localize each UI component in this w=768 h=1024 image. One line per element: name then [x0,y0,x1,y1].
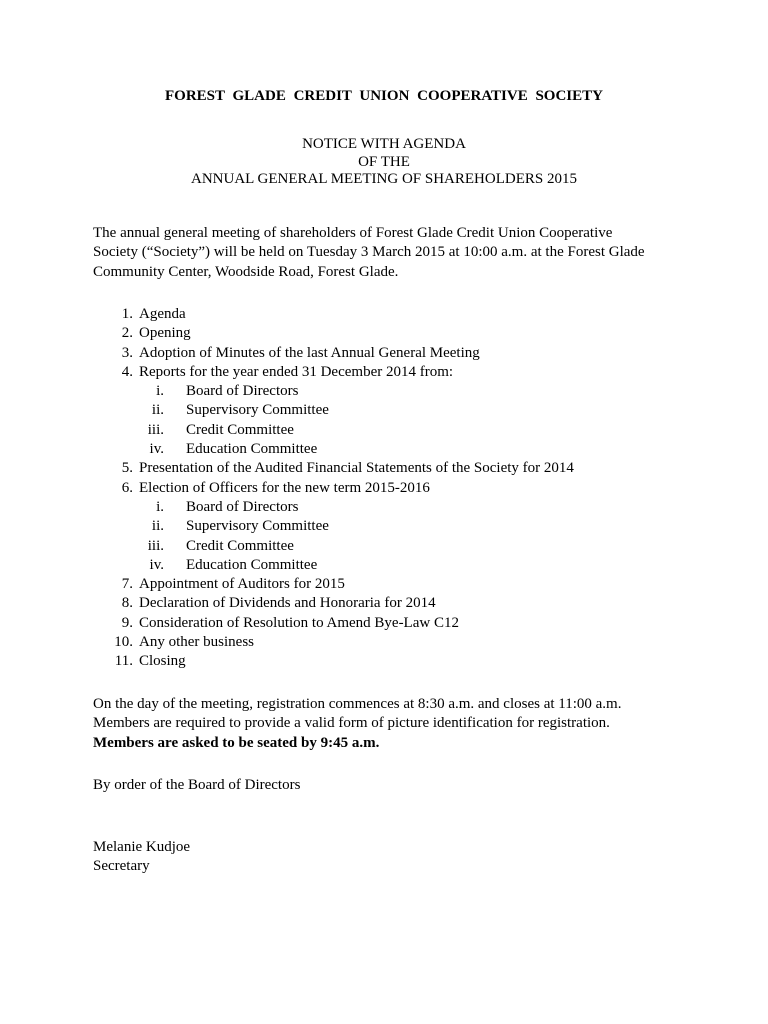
seated-notice: Members are asked to be seated by 9:45 a.m. [93,734,380,751]
agenda-item-label: Consideration of Resolution to Amend Bye-Law C12 [139,614,459,631]
agenda-item [93,363,693,382]
agenda-item-label: Adoption of Minutes of the last Annual General Meeting [139,344,480,361]
signatory-title: Secretary [93,858,150,875]
registration-line: On the day of the meeting, registration commences at 8:30 a.m. and closes at 11:00 a.m. [93,696,622,712]
agenda-item-label: Education Committee [186,556,318,573]
agenda-item-number: 9. [121,614,133,631]
agenda-item-number: iv. [149,556,164,573]
agenda-item-number: 3. [121,344,133,361]
agenda-subitem [93,517,693,536]
agenda-item [93,344,693,363]
agenda-item-number: 11. [114,653,133,670]
intro-line: Community Center, Woodside Road, Forest Glade. [93,263,399,280]
notice-heading [0,135,768,188]
registration-paragraph [93,695,693,753]
agenda-item [93,614,693,633]
agenda-item-label: Credit Committee [186,537,294,554]
agenda-item [93,305,693,324]
intro-paragraph [93,224,683,282]
agenda-item-label: Closing [139,653,186,670]
agenda-item-label: Board of Directors [186,498,299,515]
order-line: By order of the Board of Directors [93,777,301,793]
agenda-subitem [93,440,693,459]
agenda-item-number: 4. [121,363,133,380]
signature-block [93,838,190,877]
agenda-item-number: ii. [151,518,164,535]
agenda-item-number: 8. [121,595,133,612]
agenda-item-number: iv. [149,441,164,458]
agenda-item [93,575,693,594]
agenda-item-number: 5. [121,460,133,477]
intro-line: The annual general meeting of shareholders of Forest Glade Credit Union Cooperative [93,225,613,241]
agenda-subitem [93,537,693,556]
agenda-item-label: Agenda [139,306,186,322]
agenda-item-number: i. [156,383,164,400]
agenda-subitem [93,556,693,575]
agenda-item-label: Credit Committee [186,421,294,438]
agenda-subitem [93,382,693,401]
agenda-item [93,633,693,652]
signatory-name: Melanie Kudjoe [93,839,191,855]
agenda-item-label: Reports for the year ended 31 December 2014 from: [139,363,454,380]
agenda-item-label: Presentation of the Audited Financial Statements of the Society for 2014 [139,460,574,477]
agenda-item-number: iii. [147,421,164,438]
notice-line: ANNUAL GENERAL MEETING OF SHAREHOLDERS 2015 [191,171,577,187]
agenda-item-number: ii. [151,402,164,419]
agenda-item-number: 7. [121,576,133,593]
agenda-item-number: iii. [147,537,164,554]
agenda-item-label: Declaration of Dividends and Honoraria for 2014 [139,595,436,612]
agenda-item-label: Appointment of Auditors for 2015 [139,576,345,593]
agenda-item-label: Election of Officers for the new term 2015-2016 [139,479,430,496]
organization-title: FOREST GLADE CREDIT UNION COOPERATIVE SOCIETY [164,88,603,104]
agenda-item [93,324,693,343]
notice-line: NOTICE WITH AGENDA [302,136,466,152]
agenda-item [93,459,693,478]
intro-line: Society (“Society”) will be held on Tuesday 3 March 2015 at 10:00 a.m. at the Forest Glade [93,244,645,261]
agenda-subitem [93,498,693,517]
agenda-item-label: Opening [139,325,191,342]
agenda-subitem [93,421,693,440]
agenda-item-label: Board of Directors [186,383,299,400]
agenda-item [93,652,693,671]
agenda-item-label: Any other business [139,634,254,651]
agenda-list [93,305,693,672]
agenda-item-number: i. [156,498,164,515]
agenda-item-label: Supervisory Committee [186,518,329,535]
agenda-item-label: Supervisory Committee [186,402,329,419]
agenda-item [93,479,693,498]
agenda-item-number: 2. [121,325,133,342]
registration-line: Members are required to provide a valid form of picture identification for registration. [93,715,610,732]
agenda-item-number: 6. [121,479,133,496]
agenda-subitem [93,401,693,420]
agenda-item-label: Education Committee [186,441,318,458]
agenda-item [93,594,693,613]
agenda-item-number: 1. [121,306,133,322]
notice-line: OF THE [358,153,410,170]
agenda-item-number: 10. [114,634,133,651]
